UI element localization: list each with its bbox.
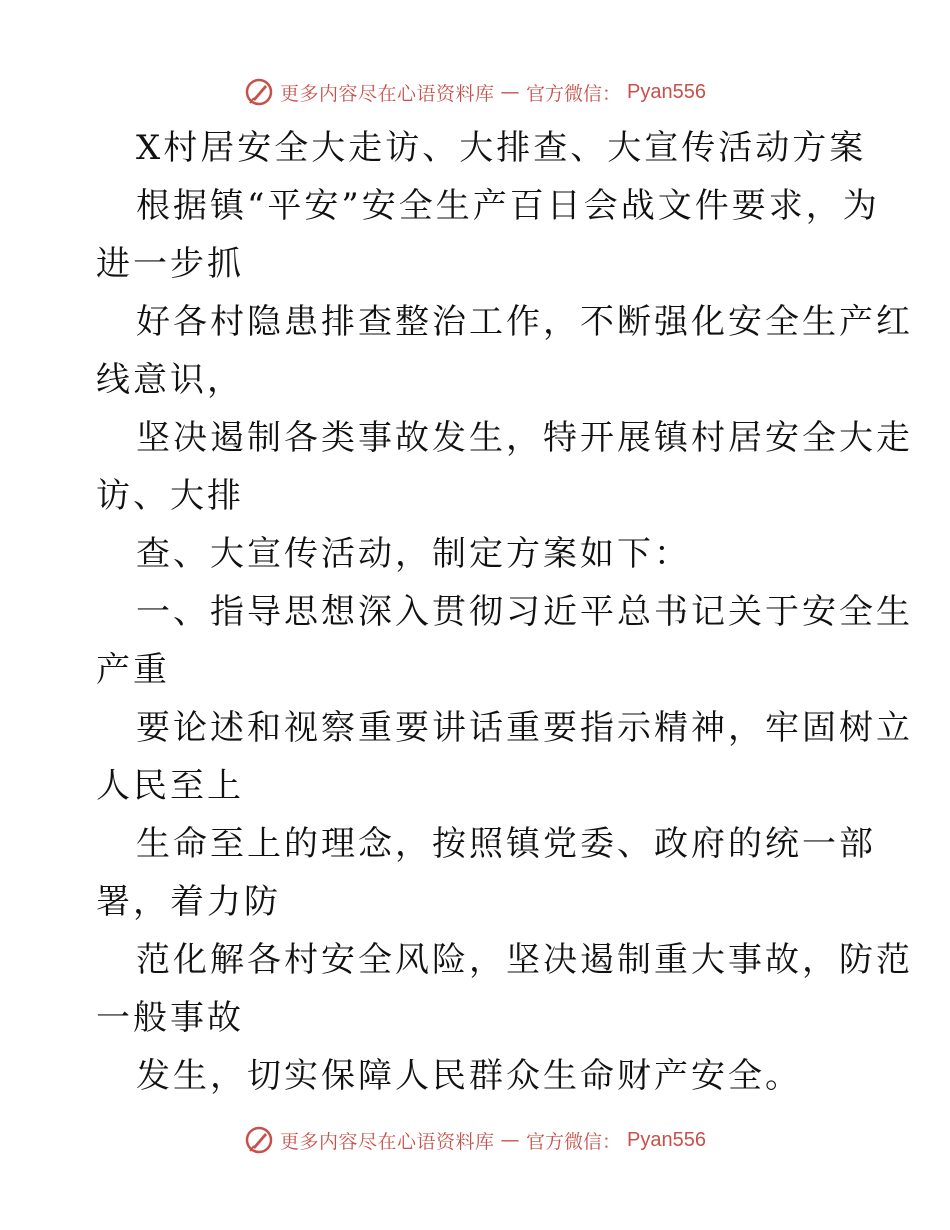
- header-watermark: [0, 72, 950, 112]
- watermark-site-text: 更多内容尽在心语资料库: [280, 82, 495, 105]
- watermark-separator: —: [500, 81, 521, 103]
- body-line: 人民至上: [96, 766, 244, 806]
- body-line: 产重: [96, 650, 170, 690]
- body-line: 要论述和视察重要讲话重要指示精神，牢固树立: [136, 708, 913, 748]
- body-line: 生命至上的理念，按照镇党委、政府的统一部: [136, 824, 876, 864]
- body-line: 根据镇“平安”安全生产百日会战文件要求，为: [136, 186, 880, 226]
- body-line: 一、指导思想深入贯彻习近平总书记关于安全生: [136, 592, 913, 632]
- watermark-separator: —: [500, 1129, 521, 1151]
- watermark-wechat-id: Pyan556: [627, 80, 706, 103]
- body-line: 线意识，: [96, 360, 244, 400]
- body-line: 一般事故: [96, 998, 244, 1038]
- body-line: 访、大排: [96, 476, 244, 516]
- watermark-wechat-id: Pyan556: [627, 1128, 706, 1151]
- watermark-wechat-label: 官方微信：: [526, 82, 622, 105]
- body-line: 查、大宣传活动，制定方案如下：: [136, 534, 691, 574]
- watermark-site-text: 更多内容尽在心语资料库: [280, 1130, 495, 1153]
- feather-pen-circle-icon: [244, 1125, 274, 1155]
- body-line: 署，着力防: [96, 882, 281, 922]
- body-line: 好各村隐患排查整治工作，不断强化安全生产红: [136, 302, 913, 342]
- feather-pen-circle-icon: [244, 77, 274, 107]
- document-title: X村居安全大走访、大排查、大宣传活动方案: [136, 128, 867, 168]
- body-line: 范化解各村安全风险，坚决遏制重大事故，防范: [136, 940, 913, 980]
- body-line: 坚决遏制各类事故发生，特开展镇村居安全大走: [136, 418, 913, 458]
- watermark-wechat-label: 官方微信：: [526, 1130, 622, 1153]
- body-line: 发生，切实保障人民群众生命财产安全。: [136, 1056, 802, 1096]
- footer-watermark: [0, 1120, 950, 1160]
- body-line: 进一步抓: [96, 244, 244, 284]
